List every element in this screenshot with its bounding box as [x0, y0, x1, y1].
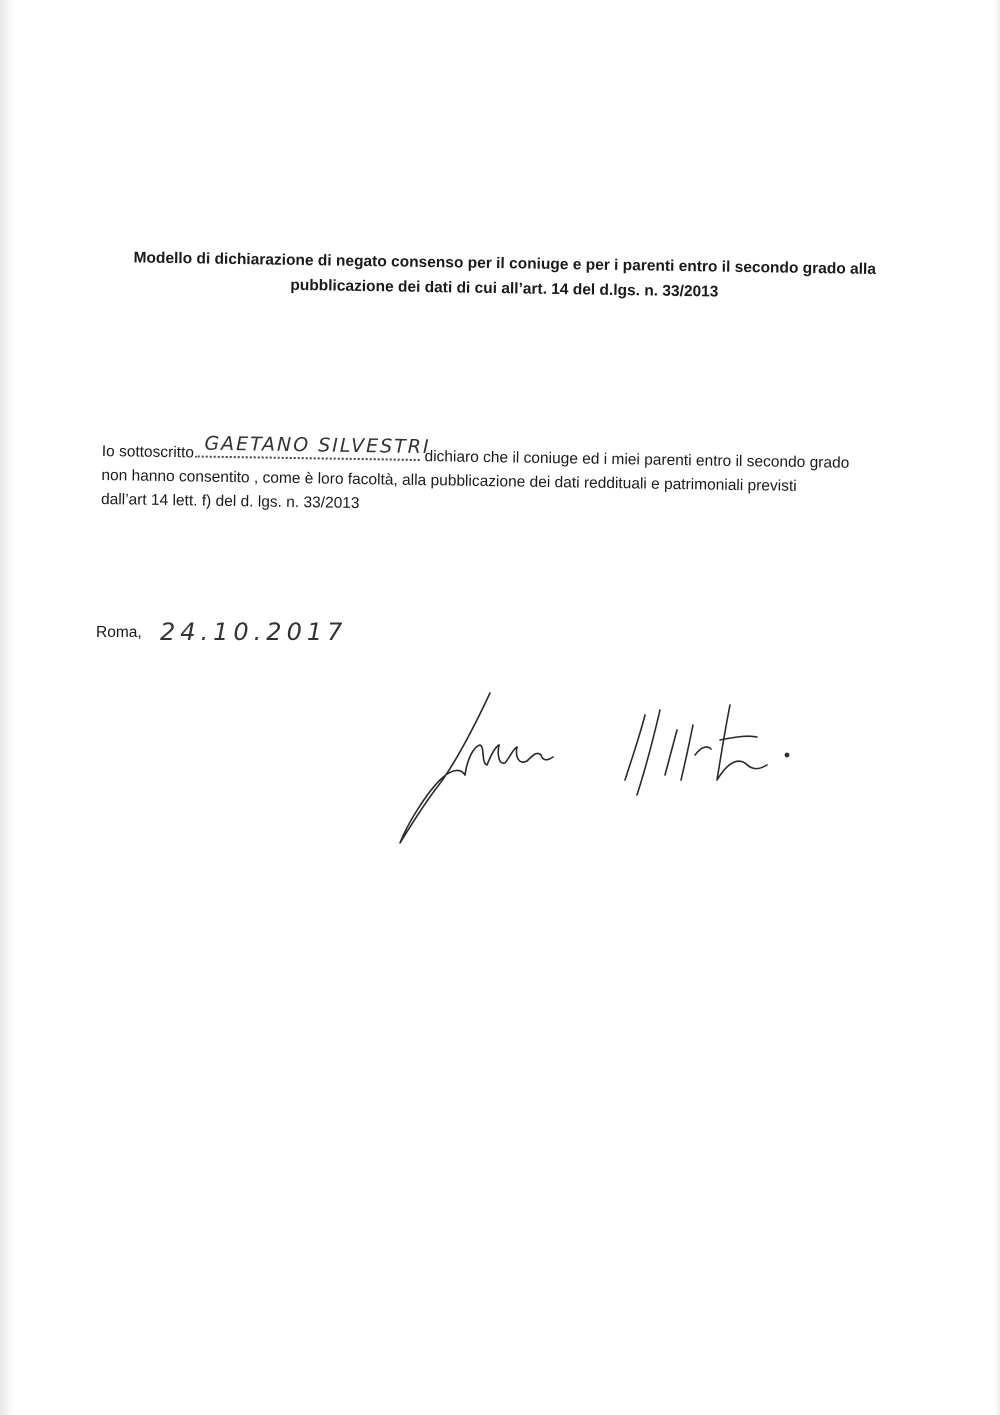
scan-right-edge	[994, 0, 1000, 1415]
title-line-1: Modello di dichiarazione di negato consenso per il coniuge e per i parenti entro il secondo grado alla	[133, 249, 877, 279]
body-line-3: dall’art 14 lett. f) del d. lgs. n. 33/2013	[100, 490, 360, 513]
place-label: Roma,	[96, 624, 142, 641]
declaration-body	[100, 432, 902, 525]
name-field	[198, 432, 431, 461]
body-line-1-suffix: dichiaro che il coniuge ed i miei parenti entro il secondo grado	[424, 448, 850, 472]
title-line-2: pubblicazione dei dati di cui all’art. 14 del d.lgs. n. 33/2013	[290, 276, 719, 301]
handwritten-name: GAETANO SILVESTRI	[204, 432, 431, 459]
body-prefix: Io sottoscritto.	[101, 442, 199, 462]
document-title	[109, 245, 900, 307]
handwritten-date: 24.10.2017	[159, 618, 348, 646]
body-line-2: non hanno consentito , come è loro facoltà, alla pubblicazione dei dati reddituali e patrimoniali previsti	[101, 466, 797, 495]
scan-left-edge	[0, 0, 14, 1415]
place-date	[96, 618, 347, 646]
handwritten-signature	[395, 685, 815, 855]
